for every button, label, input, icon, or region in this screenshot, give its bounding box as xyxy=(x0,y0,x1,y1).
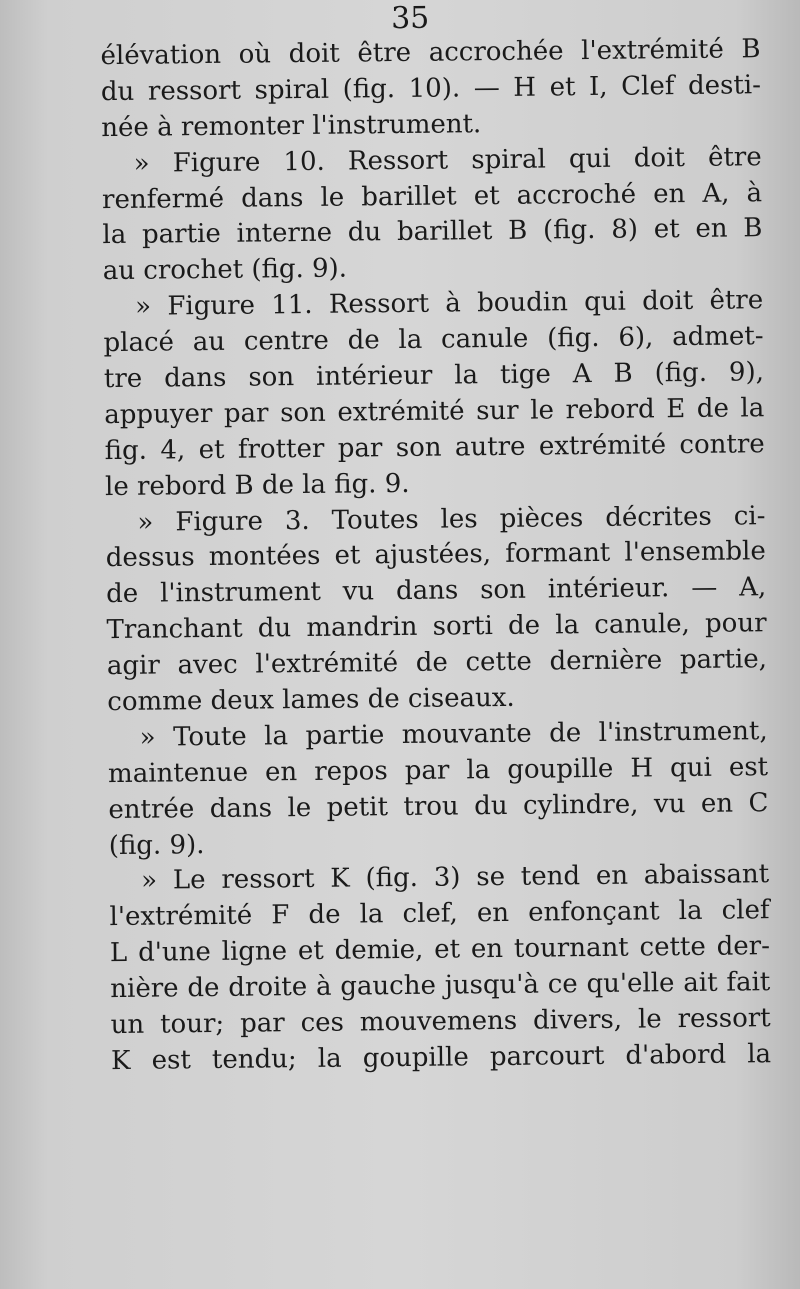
text-line: le rebord B de la fig. 9. xyxy=(104,468,410,502)
text-line: L d'une ligne et demie, et en tournant cette der- xyxy=(109,931,771,969)
text-line: agir avec l'extrémité de cette dernière partie, xyxy=(106,644,768,682)
page-number: 35 xyxy=(390,0,430,37)
text-line: dessus montées et ajustées, formant l'ensemble xyxy=(105,536,766,574)
text-line: » Figure 10. Ressort spiral qui doit être xyxy=(133,141,762,179)
text-line: du ressort spiral (fig. 10). — H et I, Clef desti- xyxy=(100,70,762,108)
text-line: fig. 4, et frotter par son autre extrémité contre xyxy=(104,429,765,466)
text-line: comme deux lames de ciseaux. xyxy=(107,682,515,718)
text-line: Tranchant du mandrin sorti de la canule, pour xyxy=(106,608,767,646)
text-line: appuyer par son extrémité sur le rebord E de la xyxy=(104,393,765,431)
text-line: l'extrémité F de la clef, en enfonçant la clef xyxy=(109,895,770,933)
text-line: placé au centre de la canule (fig. 6), admet- xyxy=(103,321,764,359)
text-line: » Le ressort K (fig. 3) se tend en abaissant xyxy=(141,859,770,897)
text-line: tre dans son intérieur la tige A B (fig. 9), xyxy=(103,357,765,395)
text-line: renfermé dans le barillet et accroché en A, à xyxy=(101,177,763,215)
text-line: de l'instrument vu dans son intérieur. — A, xyxy=(106,572,767,610)
text-line: K est tendu; la goupille parcourt d'abord la xyxy=(110,1039,772,1077)
text-line: au crochet (fig. 9). xyxy=(102,253,348,287)
text-line: maintenue en repos par la goupille H qui est xyxy=(107,752,769,789)
text-line: la partie interne du barillet B (fig. 8) et en B xyxy=(102,213,763,251)
text-line: nière de droite à gauche jusqu'à ce qu'elle ait fait xyxy=(110,967,771,1005)
text-line: élévation où doit être accrochée l'extrémité B xyxy=(100,34,761,72)
text-line: née à remonter l'instrument. xyxy=(101,108,482,143)
text-line: (fig. 9). xyxy=(108,829,205,861)
text-line: entrée dans le petit trou du cylindre, vu en C xyxy=(108,787,769,825)
text-line: un tour; par ces mouvemens divers, le ressort xyxy=(110,1003,771,1041)
text-line: » Figure 11. Ressort à boudin qui doit être xyxy=(135,285,764,323)
text-line: » Toute la partie mouvante de l'instrument, xyxy=(139,716,768,753)
text-line: » Figure 3. Toutes les pièces décrites ci- xyxy=(137,500,766,538)
body-text xyxy=(100,32,771,1080)
